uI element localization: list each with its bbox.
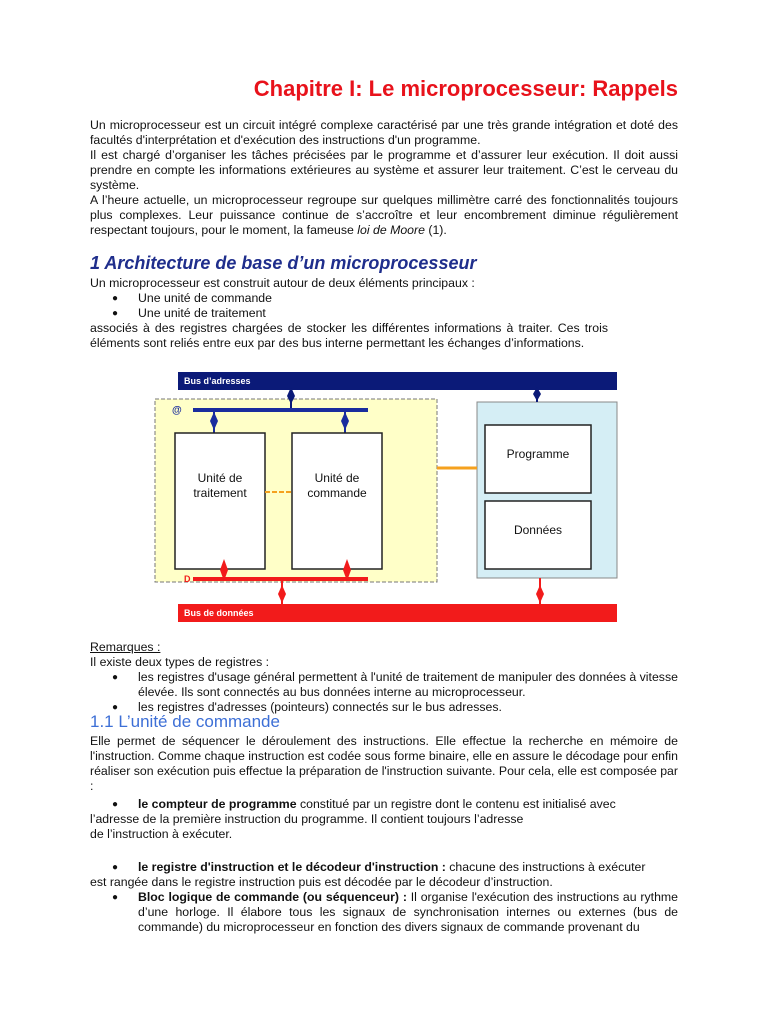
memory-data-arrow bbox=[536, 585, 544, 603]
section-1-heading: 1 Architecture de base d’un microprocesseur bbox=[90, 253, 477, 273]
section-1-1-list-c bbox=[90, 890, 678, 935]
unite-traitement-line1: Unité de bbox=[197, 471, 243, 485]
bullet-icon: ● bbox=[112, 308, 119, 319]
list-item-bold: le registre d'instruction et le décodeur d'instruction : bbox=[138, 860, 446, 874]
address-at-label: @ bbox=[172, 405, 182, 416]
bullet-icon: ● bbox=[112, 293, 119, 304]
bullet-icon: ● bbox=[112, 892, 119, 903]
remarques-heading: Remarques : bbox=[90, 640, 161, 654]
list-item-text: Il organise l'exécution des instructions au rythme d’une horloge. Il élabore tous les signaux de synchronisation internes ou externes (bus de commande) du microprocesseur en fonction des divers signaux de commande provenant du bbox=[138, 890, 679, 934]
intro-paragraph-2: Il est chargé d’organiser les tâches précisées par le programme et d’assurer leur exécution. Il doit aussi prendre en compte les informations extérieures au système et assurer leur traitement. C’est le cerveau du système. bbox=[90, 148, 678, 192]
compteur-continuation: l’adresse de la première instruction du programme. Il contient toujours l’adresse de l’instruction à exécuter. bbox=[90, 812, 524, 841]
data-connector-arrow bbox=[278, 585, 286, 603]
remarques bbox=[90, 640, 678, 715]
intro-p3-ref: (1). bbox=[424, 223, 447, 237]
remarques-lead: Il existe deux types de registres : bbox=[90, 655, 270, 669]
section-1-lead: Un microprocesseur est construit autour de deux éléments principaux : bbox=[90, 276, 475, 290]
programme-label: Programme bbox=[506, 447, 570, 461]
unite-commande-line1: Unité de bbox=[314, 471, 360, 485]
data-d-label: D bbox=[184, 574, 191, 584]
bullet-icon: ● bbox=[112, 702, 119, 713]
intro-p3-text: A l’heure actuelle, un microprocesseur regroupe sur quelques millimètre carré des fonctionnalités toujours plus complexes. Leur puissance continue de s’accroître et leur encombrement diminue régulièrement respectant toujours, pour le moment, la fameuse bbox=[90, 193, 678, 237]
list-item-text: les registres d'usage général permettent à l'unité de traitement de manipuler des données à vitesse élevée. Ils sont connectés au bus données interne au microprocesseur. bbox=[138, 670, 678, 699]
bullet-icon: ● bbox=[112, 862, 119, 873]
list-item bbox=[90, 670, 678, 700]
bullet-icon: ● bbox=[112, 799, 119, 810]
internal-address-bus bbox=[193, 408, 368, 412]
section-1-1-body bbox=[90, 734, 678, 935]
list-item-text: constitué par un registre dont le contenu est initialisé avec bbox=[296, 797, 616, 811]
remarques-list bbox=[90, 670, 678, 715]
unite-traitement-box bbox=[175, 433, 265, 569]
list-item bbox=[90, 890, 678, 935]
list-item-bold: Bloc logique de commande (ou séquenceur) : bbox=[138, 890, 407, 904]
registre-continuation: est rangée dans le registre instruction puis est décodée par le décodeur d’instruction. bbox=[90, 875, 553, 889]
list-item-bold: le compteur de programme bbox=[138, 797, 297, 811]
list-item-text: les registres d'adresses (pointeurs) connectés sur le bus adresses. bbox=[138, 700, 502, 714]
list-item bbox=[90, 860, 678, 875]
unite-traitement-line2: traitement bbox=[193, 486, 247, 500]
page-title: Chapitre I: Le microprocesseur: Rappels bbox=[253, 76, 678, 101]
list-item-text: Une unité de commande bbox=[138, 291, 272, 305]
list-item-text: Une unité de traitement bbox=[138, 306, 266, 320]
section-1-1-heading: 1.1 L’unité de commande bbox=[90, 712, 280, 731]
section-1-after: associés à des registres chargées de stocker les différentes informations à traiter. Ces trois éléments sont reliés entre eux par des bus interne permettant les échanges d’informations. bbox=[90, 321, 608, 350]
intro-paragraph-1: Un microprocesseur est un circuit intégré complexe caractérisé par une très grande intégration et doté des facultés d'interprétation et d'exécution des instructions d'un programme. bbox=[90, 118, 678, 147]
donnees-label: Données bbox=[513, 523, 563, 537]
section-1-1-paragraph: Elle permet de séquencer le déroulement des instructions. Elle effectue la recherche en mémoire de l'instruction. Comme chaque instruction est codée sous forme binaire, elle en assure le décodage pour enfin réaliser son exécution puis effectue la préparation de l'instruction suivante. Pour cela, elle est composée par : bbox=[90, 734, 678, 793]
internal-data-bus bbox=[193, 577, 368, 581]
section-1-1-list-a bbox=[90, 797, 678, 812]
address-bus-label: Bus d’adresses bbox=[184, 376, 251, 386]
moore-law-term: loi de Moore bbox=[357, 223, 425, 237]
section-1-1-list-b bbox=[90, 860, 678, 875]
data-bus-label: Bus de données bbox=[184, 608, 254, 618]
unite-commande-line2: commande bbox=[307, 486, 367, 500]
bullet-icon: ● bbox=[112, 672, 119, 683]
unite-commande-box bbox=[292, 433, 382, 569]
list-item bbox=[90, 797, 678, 812]
list-item-text: chacune des instructions à exécuter bbox=[445, 860, 646, 874]
